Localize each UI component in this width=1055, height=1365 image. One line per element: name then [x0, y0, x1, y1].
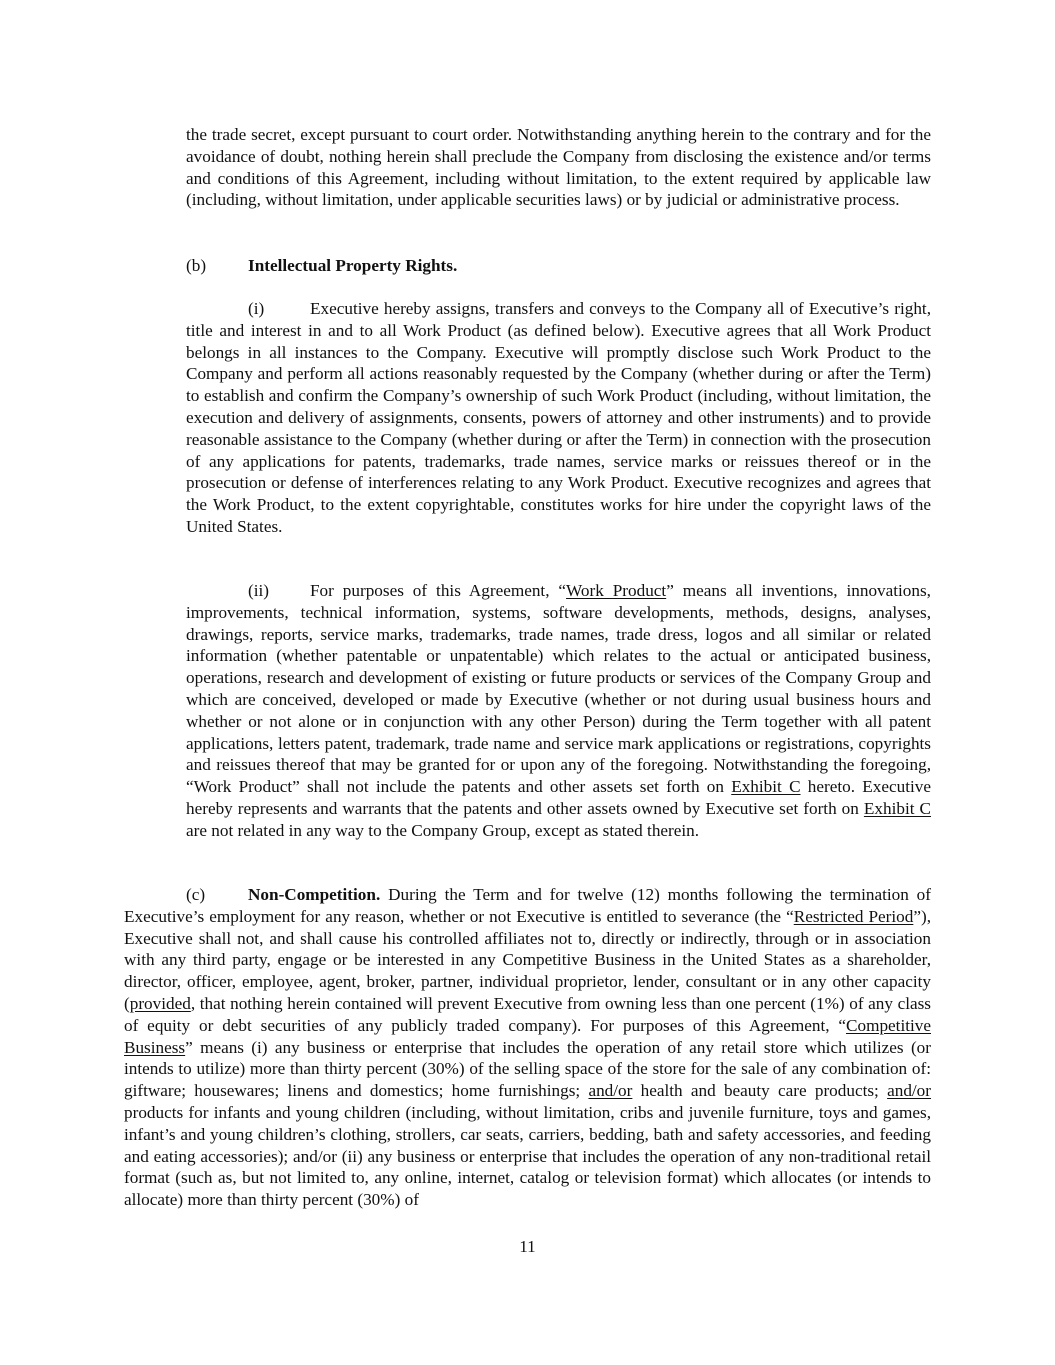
paragraph-b-ii-text-1: For purposes of this Agreement, “: [310, 581, 567, 600]
section-b-heading: [186, 255, 457, 277]
section-c-text-1: During the Term and for twelve (12) months following the termination of Executive’s employment for any reason, whether or not Executive is entitled to severance (the “: [124, 885, 931, 926]
section-c-text-3: , that nothing herein contained will prevent Executive from owning less than one percent (1%) of any class of equity or debt securities of any publicly traded company). For purposes of this Agreement, “: [124, 993, 931, 1035]
defined-term-work-product: Work Product: [566, 581, 667, 600]
paragraph-b-ii-text-2: ” means all inventions, innovations, improvements, technical information, systems, software developments, methods, designs, analyses, drawings, reports, service marks, trademarks, trade names, trade dress, logos and all similar or related information (whether patentable or unpatentable) which relates to the actual or anticipated business, operations, research and development of existing or future products or services of the Company Group and which are conceived, developed or made by Executive (whether or not during usual business hours and whether or not alone or in conjunction with any other Person) during the Term together with all patent applications, letters patent, trademark, trade name and service mark applications or registrations, copyrights and reissues thereof that may be granted for or upon any of the foregoing. Notwithstanding the foregoing, “Work Product” shall not include the patents and other assets set forth on: [186, 581, 931, 797]
and-or-term-1: and/or: [588, 1081, 633, 1101]
section-c-text-6: products for infants and young children (including, without limitation, cribs and juvenile furniture, toys and games, infant’s and young children’s clothing, strollers, car seats, carriers, bedding, bath and safety accessories, and feeding and eating accessories); and/or (ii) any business or enterprise that includes the operation of any non-traditional retail format (such as, but not limited to, any online, internet, catalog or television format) which allocates (or intends to allocate) more than thirty percent (30%) of: [124, 1102, 931, 1210]
section-c-text-5: health and beauty care products;: [632, 1081, 888, 1101]
section-c-title: Non-Competition.: [248, 885, 381, 904]
section-c-text-4: ” means (i) any business or enterprise that includes the operation of any retail store which utilizes (or intends to utilize) more than thirty percent (30%) of the selling space of the store for the sale of any combination of: giftware; housewares; linens and domestics; home furnishings;: [124, 1037, 931, 1101]
page-number: 11: [519, 1237, 536, 1256]
provided-term: provided: [129, 993, 191, 1013]
defined-term-competitive-business: Competitive Business: [124, 1015, 931, 1057]
paragraph-b-i-text: Executive hereby assigns, transfers and conveys to the Company all of Executive’s right, title and interest in and to all Work Product (as defined below). Executive agrees that all Work Product belongs in all instances to the Company. Executive will promptly disclose such Work Product to the Company and perform all actions reasonably requested by the Company (whether during or after the Term) to establish and confirm the Company’s ownership of such Work Product (including, without limitation, the execution and delivery of assignments, consents, powers of attorney and other instruments) and to provide reasonable assistance to the Company (whether during or after the Term) in connection with the prosecution of any applications for patents, trademarks, trade names, service marks or reissues thereof or in the prosecution or defense of interferences relating to any Work Product. Executive recognizes and agrees that the Work Product, to the extent copyrightable, constitutes works for hire under the copyright laws of the United States.: [186, 299, 931, 536]
paragraph-b-ii-enum: (ii): [248, 581, 269, 600]
section-b-title: Intellectual Property Rights.: [248, 256, 458, 275]
paragraph-b-ii: [186, 580, 931, 842]
paragraph-b-ii-text-3: hereto. Executive hereby represents and warrants that the patents and other assets owned by Executive set forth on: [186, 777, 931, 818]
section-c-enum: (c): [186, 885, 206, 904]
exhibit-c-reference-2: Exhibit C: [863, 798, 931, 818]
exhibit-c-reference: Exhibit C: [731, 777, 801, 797]
and-or-term-2: and/or: [887, 1081, 932, 1101]
section-b-enum: (b): [186, 256, 207, 275]
paragraph-b-i: [186, 298, 931, 538]
section-c-paragraph: [124, 884, 931, 1211]
section-c-text-2: ”), Executive shall not, and shall cause his controlled affiliates not to, directly or indirectly, through or in association with any third party, engage or be interested in any Competitive Business in the United States as a shareholder, director, officer, employee, agent, broker, partner, individual proprietor, lender, consultant or in any other capacity (: [124, 906, 932, 1013]
continuation-paragraph: the trade secret, except pursuant to court order. Notwithstanding anything herein to the contrary and for the avoidance of doubt, nothing herein shall preclude the Company from disclosing the existence and/or terms and conditions of this Agreement, including without limitation, to the extent required by applicable law (including, without limitation, under applicable securities laws) or by judicial or administrative process.: [186, 125, 931, 210]
paragraph-b-i-enum: (i): [248, 299, 265, 318]
defined-term-restricted-period: Restricted Period: [793, 906, 914, 926]
paragraph-b-ii-text-4: are not related in any way to the Company Group, except as stated therein.: [186, 820, 700, 840]
